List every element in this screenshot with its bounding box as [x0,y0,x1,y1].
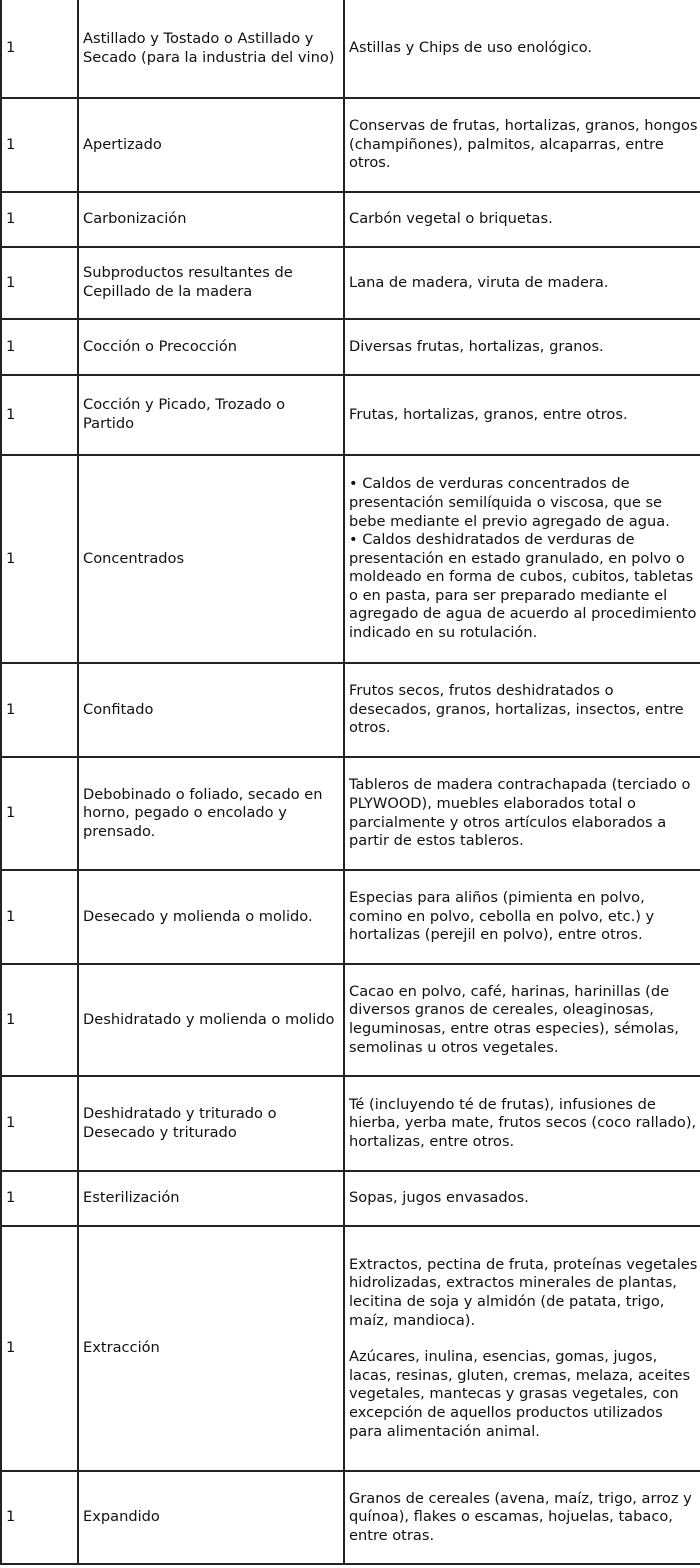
products-cell [344,375,700,455]
process-cell: Deshidratado y triturado o Desecado y triturado [78,1076,344,1171]
products-cell [344,1076,700,1171]
process-cell: Astillado y Tostado o Astillado y Secado (para la industria del vino) [78,0,344,98]
products-cell [344,870,700,964]
table-row [1,1076,700,1171]
row-number: 1 [1,1471,78,1564]
process-cell: Cocción y Picado, Trozado o Partido [78,375,344,455]
products-text: Frutas, hortalizas, granos, entre otros. [349,405,628,423]
table-row [1,1226,700,1471]
products-cell [344,757,700,870]
products-cell [344,247,700,319]
table-row [1,247,700,319]
table-row [1,192,700,247]
row-number: 1 [1,375,78,455]
row-number: 1 [1,247,78,319]
process-cell: Extracción [78,1226,344,1471]
products-cell [344,192,700,247]
process-cell: Subproductos resultantes de Cepillado de la madera [78,247,344,319]
products-text: Lana de madera, viruta de madera. [349,273,609,291]
products-cell [344,0,700,98]
products-cell [344,98,700,192]
process-cell: Cocción o Precocción [78,319,344,375]
table-row [1,98,700,192]
row-number: 1 [1,1076,78,1171]
products-cell [344,1471,700,1564]
row-number: 1 [1,757,78,870]
row-number: 1 [1,192,78,247]
products-text: Tableros de madera contrachapada (terciado o PLYWOOD), muebles elaborados total o parcialmente y otros artículos elaborados a partir de estos tableros. [349,776,691,850]
products-text: • Caldos de verduras concentrados de presentación semilíquida o viscosa, que se bebe mediante el previo agregado de agua. [349,475,670,530]
process-cell: Apertizado [78,98,344,192]
table-row [1,964,700,1076]
row-number: 1 [1,1171,78,1226]
products-text: Extractos, pectina de fruta, proteínas vegetales hidrolizadas, extractos minerales de plantas, lecitina de soja y almidón (de patata, trigo, maíz, mandioca). [349,1255,698,1329]
table-row [1,319,700,375]
products-text: Especias para aliños (pimienta en polvo, comino en polvo, cebolla en polvo, etc.) y hortalizas (perejil en polvo), entre otros. [349,889,655,944]
process-cell: Esterilización [78,1171,344,1226]
row-number: 1 [1,870,78,964]
products-text: Diversas frutas, hortalizas, granos. [349,337,604,355]
process-cell: Debobinado o foliado, secado en horno, pegado o encolado y prensado. [78,757,344,870]
row-number: 1 [1,964,78,1076]
process-cell: Carbonización [78,192,344,247]
table-row [1,757,700,870]
table-row [1,663,700,757]
process-cell: Deshidratado y molienda o molido [78,964,344,1076]
table-row [1,0,700,98]
products-text: Frutos secos, frutos deshidratados o desecados, granos, hortalizas, insectos, entre otros. [349,682,684,737]
row-number: 1 [1,663,78,757]
products-cell [344,455,700,663]
products-text: Conservas de frutas, hortalizas, granos, hongos (champiñones), palmitos, alcaparras, entre otros. [349,117,698,172]
row-number: 1 [1,1226,78,1471]
process-cell: Concentrados [78,455,344,663]
row-number: 1 [1,0,78,98]
products-text: • Caldos deshidratados de verduras de presentación en estado granulado, en polvo o moldeado en forma de cubos, cubitos, tabletas o en pasta, para ser preparado mediante el agregado de agua de acuerdo al procedimiento indicado en su rotulación. [349,531,697,642]
products-cell [344,319,700,375]
table-row [1,1171,700,1226]
products-text: Sopas, jugos envasados. [349,1189,529,1207]
row-number: 1 [1,455,78,663]
table-row [1,1471,700,1564]
row-number: 1 [1,98,78,192]
products-cell [344,663,700,757]
products-text: Té (incluyendo té de frutas), infusiones de hierba, yerba mate, frutos secos (coco rallado), hortalizas, entre otros. [349,1095,697,1150]
process-cell: Desecado y molienda o molido. [78,870,344,964]
products-text: Cacao en polvo, café, harinas, harinillas (de diversos granos de cereales, oleaginosas, leguminosas, entre otras especies), sémolas, semolinas u otros vegetales. [349,982,679,1056]
process-cell: Confitado [78,663,344,757]
table-row [1,455,700,663]
products-text: Azúcares, inulina, esencias, gomas, jugos, lacas, resinas, gluten, cremas, melaza, aceites vegetales, mantecas y grasas vegetales, con excepción de aquellos productos utilizados para alimentación animal. [349,1348,691,1440]
products-cell [344,1226,700,1471]
products-cell [344,1171,700,1226]
products-text: Astillas y Chips de uso enológico. [349,39,593,57]
products-text: Carbón vegetal o briquetas. [349,210,553,228]
row-number: 1 [1,319,78,375]
products-cell [344,964,700,1076]
process-cell: Expandido [78,1471,344,1564]
table-row [1,870,700,964]
products-text: Granos de cereales (avena, maíz, trigo, arroz y quínoa), flakes o escamas, hojuelas, tabaco, entre otras. [349,1489,692,1544]
table-row [1,375,700,455]
